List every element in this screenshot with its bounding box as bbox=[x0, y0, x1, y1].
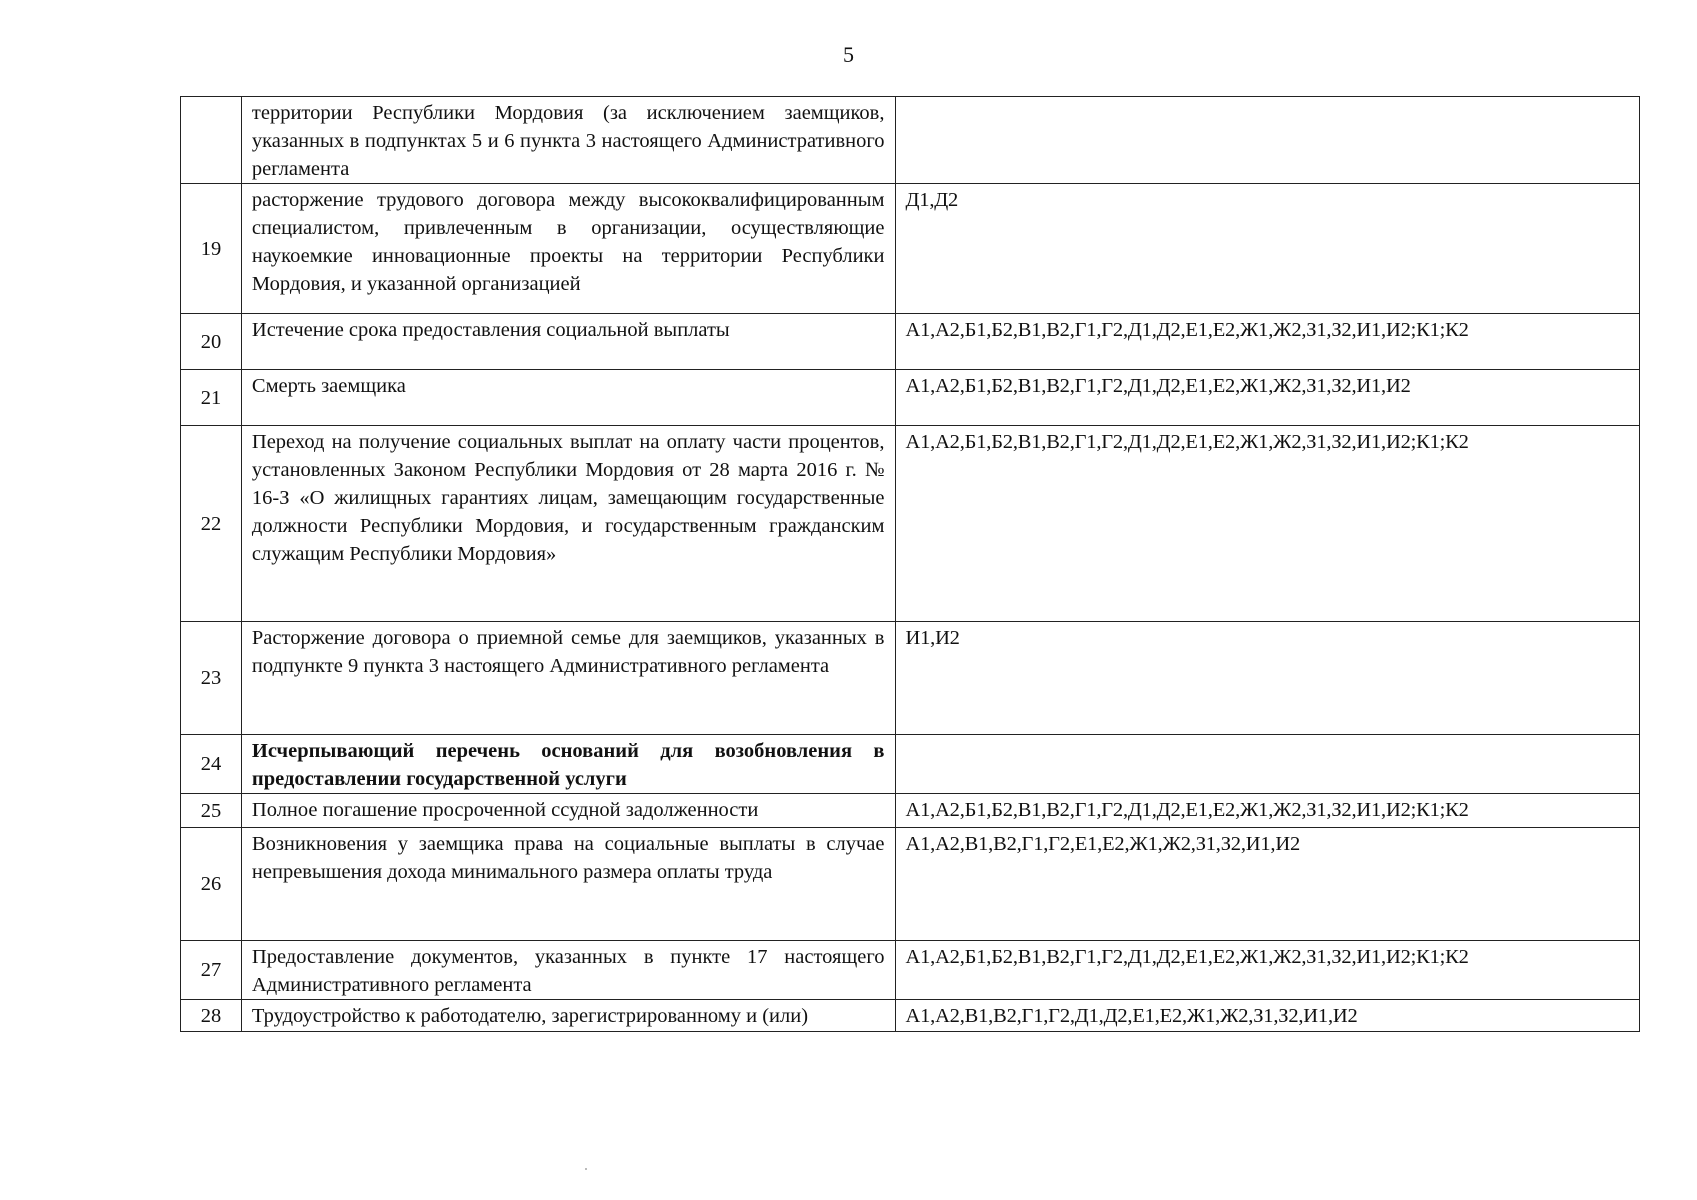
table-row bbox=[181, 370, 1640, 426]
table-row bbox=[181, 97, 1640, 184]
row-number: 23 bbox=[181, 622, 242, 735]
page-number: 5 bbox=[843, 42, 854, 67]
row-codes bbox=[895, 735, 1640, 794]
row-number: 24 bbox=[181, 735, 242, 794]
table-row bbox=[181, 184, 1640, 314]
row-description: Смерть заемщика bbox=[241, 370, 895, 426]
row-description: расторжение трудового договора между высококвалифицированным специалистом, привлеченным в организации, осуществляющие наукоемкие инновационные проекты на территории Республики Мордовия, и указанной организацией bbox=[241, 184, 895, 314]
row-number bbox=[181, 97, 242, 184]
row-number: 26 bbox=[181, 828, 242, 941]
table-row bbox=[181, 426, 1640, 622]
table-row bbox=[181, 1000, 1640, 1032]
grounds-table bbox=[180, 96, 1640, 1032]
row-description: Переход на получение социальных выплат на оплату части процентов, установленных Законом Республики Мордовия от 28 марта 2016 г. № 16-З «О жилищных гарантиях лицам, замещающим государственные должности Республики Мордовия, и государственным гражданским служащим Республики Мордовия» bbox=[241, 426, 895, 622]
table-row bbox=[181, 735, 1640, 794]
row-number: 25 bbox=[181, 794, 242, 828]
scan-artifact bbox=[585, 1168, 587, 1170]
row-number: 27 bbox=[181, 941, 242, 1000]
table-row bbox=[181, 941, 1640, 1000]
row-number: 21 bbox=[181, 370, 242, 426]
row-codes: А1,А2,Б1,Б2,В1,В2,Г1,Г2,Д1,Д2,Е1,Е2,Ж1,Ж2,З1,З2,И1,И2;К1;К2 bbox=[895, 794, 1640, 828]
row-codes: А1,А2,Б1,Б2,В1,В2,Г1,Г2,Д1,Д2,Е1,Е2,Ж1,Ж2,З1,З2,И1,И2 bbox=[895, 370, 1640, 426]
table-row bbox=[181, 828, 1640, 941]
row-number: 22 bbox=[181, 426, 242, 622]
row-description: Возникновения у заемщика права на социальные выплаты в случае непревышения дохода минимального размера оплаты труда bbox=[241, 828, 895, 941]
row-codes: А1,А2,Б1,Б2,В1,В2,Г1,Г2,Д1,Д2,Е1,Е2,Ж1,Ж2,З1,З2,И1,И2;К1;К2 bbox=[895, 941, 1640, 1000]
row-description: Полное погашение просроченной ссудной задолженности bbox=[241, 794, 895, 828]
row-number: 19 bbox=[181, 184, 242, 314]
row-codes: Д1,Д2 bbox=[895, 184, 1640, 314]
row-description: Предоставление документов, указанных в пункте 17 настоящего Административного регламента bbox=[241, 941, 895, 1000]
row-codes: И1,И2 bbox=[895, 622, 1640, 735]
row-description: Истечение срока предоставления социальной выплаты bbox=[241, 314, 895, 370]
row-description: территории Республики Мордовия (за исключением заемщиков, указанных в подпунктах 5 и 6 пункта 3 настоящего Административного регламента bbox=[241, 97, 895, 184]
row-codes bbox=[895, 97, 1640, 184]
row-number: 28 bbox=[181, 1000, 242, 1032]
row-codes: А1,А2,Б1,Б2,В1,В2,Г1,Г2,Д1,Д2,Е1,Е2,Ж1,Ж2,З1,З2,И1,И2;К1;К2 bbox=[895, 314, 1640, 370]
row-codes: А1,А2,Б1,Б2,В1,В2,Г1,Г2,Д1,Д2,Е1,Е2,Ж1,Ж2,З1,З2,И1,И2;К1;К2 bbox=[895, 426, 1640, 622]
row-number: 20 bbox=[181, 314, 242, 370]
table-row bbox=[181, 794, 1640, 828]
table-row bbox=[181, 622, 1640, 735]
row-description: Расторжение договора о приемной семье для заемщиков, указанных в подпункте 9 пункта 3 настоящего Административного регламента bbox=[241, 622, 895, 735]
row-codes: А1,А2,В1,В2,Г1,Г2,Д1,Д2,Е1,Е2,Ж1,Ж2,З1,З2,И1,И2 bbox=[895, 1000, 1640, 1032]
row-codes: А1,А2,В1,В2,Г1,Г2,Е1,Е2,Ж1,Ж2,З1,З2,И1,И2 bbox=[895, 828, 1640, 941]
section-heading: Исчерпывающий перечень оснований для возобновления в предоставлении государственной услуги bbox=[241, 735, 895, 794]
table-row bbox=[181, 314, 1640, 370]
row-description: Трудоустройство к работодателю, зарегистрированному и (или) bbox=[241, 1000, 895, 1032]
